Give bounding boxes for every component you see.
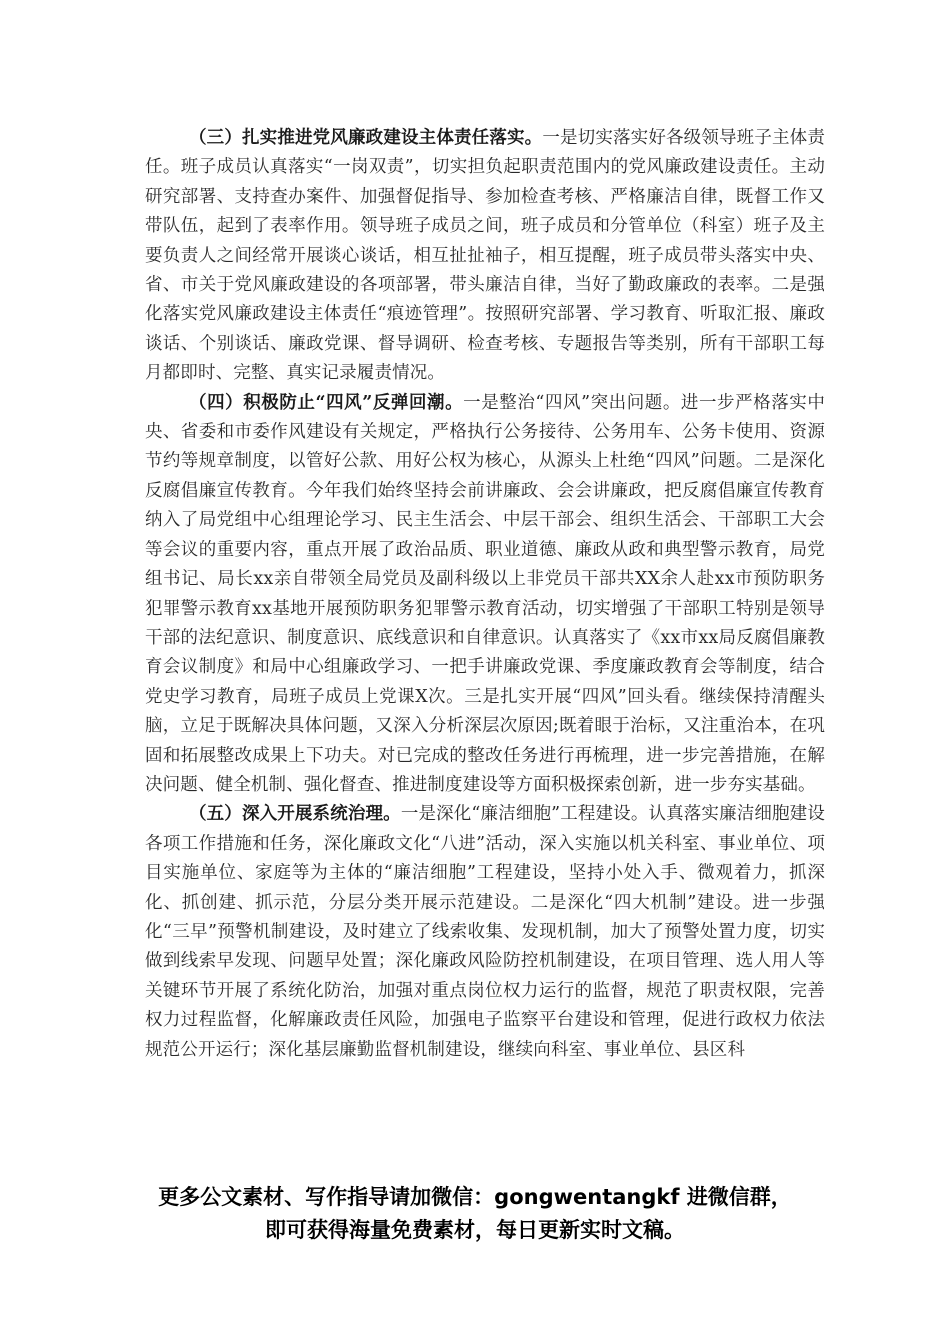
section-3-heading: （三）扎实推进党风廉政建设主体责任落实。 xyxy=(189,128,543,148)
section-4-text: 一是整治“四风”突出问题。进一步严格落实中央、省委和市委作风建设有关规定，严格执行公务接待、公务用车、公务卡使用、资源节约等规章制度，以管好公款、用好公权为核心，从源头上杜绝“四风”问题。二是深化反腐倡廉宣传教育。今年我们始终坚持会前讲廉政、会会讲廉政，把反腐倡廉宣传教育纳入了局党组中心组理论学习、民主生活会、中层干部会、组织生活会、干部职工大会等会议的重要内容，重点开展了政治品质、职业道德、廉政从政和典型警示教育，局党组书记、局长xx亲自带领全局党员及副科级以上非党员干部共XX余人赴xx市预防职务犯罪警示教育xx基地开展预防职务犯罪警示教育活动，切实增强了干部职工特别是领导干部的法纪意识、制度意识、底线意识和自律意识。认真落实了《xx市xx局反腐倡廉教育会议制度》和局中心组廉政学习、一把手讲廉政党课、季度廉政教育会等制度，结合党史学习教育，局班子成员上党课X次。三是扎实开展“四风”回头看。继续保持清醒头脑，立足于既解决具体问题，又深入分析深层次原因;既着眼于治标，又注重治本，在巩固和拓展整改成果上下功夫。对已完成的整改任务进行再梳理，进一步完善措施，在解决问题、健全机制、强化督查、推进制度建设等方面积极探索创新，进一步夯实基础。 xyxy=(145,392,826,795)
promo-line-2: 即可获得海量免费素材，每日更新实时文稿。 xyxy=(265,1218,685,1242)
section-4-heading: （四）积极防止“四风”反弹回潮。 xyxy=(189,392,464,413)
paragraph-section-4 xyxy=(145,389,825,801)
section-5-text: 一是深化“廉洁细胞”工程建设。认真落实廉洁细胞建设各项工作措施和任务，深化廉政文化“八进”活动，深入实施以机关科室、事业单位、项目实施单位、家庭等为主体的“廉洁细胞”工程建设，坚持小处入手、微观着力，抓深化、抓创建、抓示范，分层分类开展示范建设。二是深化“四大机制”建设。进一步强化“三早”预警机制建设，及时建立了线索收集、发现机制，加大了预警处置力度，切实做到线索早发现、问题早处置；深化廉政风险防控机制建设，在项目管理、选人用人等关键环节开展了系统化防治，加强对重点岗位权力运行的监督，规范了职责权限，完善权力过程监督，化解廉政责任风险，加强电子监察平台建设和管理，促进行政权力依法规范公开运行；深化基层廉勤监督机制建设，继续向科室、事业单位、县区科 xyxy=(145,804,825,1060)
promo-line-1: 更多公文素材、写作指导请加微信：gongwentangkf 进微信群， xyxy=(158,1185,792,1209)
paragraph-section-5 xyxy=(145,800,825,1065)
section-3-text: 一是切实落实好各级领导班子主体责任。班子成员认真落实“一岗双责”，切实担负起职责范围内的党风廉政建设责任。主动研究部署、支持查办案件、加强督促指导、参加检查考核、严格廉洁自律，既督工作又带队伍，起到了表率作用。领导班子成员之间，班子成员和分管单位（科室）班子及主要负责人之间经常开展谈心谈话，相互扯扯袖子，相互提醒，班子成员带头落实中央、省、市关于党风廉政建设的各项部署，带头廉洁自律，当好了勤政廉政的表率。二是强化落实党风廉政建设主体责任“痕迹管理”。按照研究部署、学习教育、听取汇报、廉政谈话、个别谈话、廉政党课、督导调研、检查考核、专题报告等类别，所有干部职工每月都即时、完整、真实记录履责情况。 xyxy=(145,128,825,384)
paragraph-section-3 xyxy=(145,124,825,389)
document-body xyxy=(145,124,825,1065)
section-5-heading: （五）深入开展系统治理。 xyxy=(189,804,401,825)
promo-footer xyxy=(0,1181,950,1247)
